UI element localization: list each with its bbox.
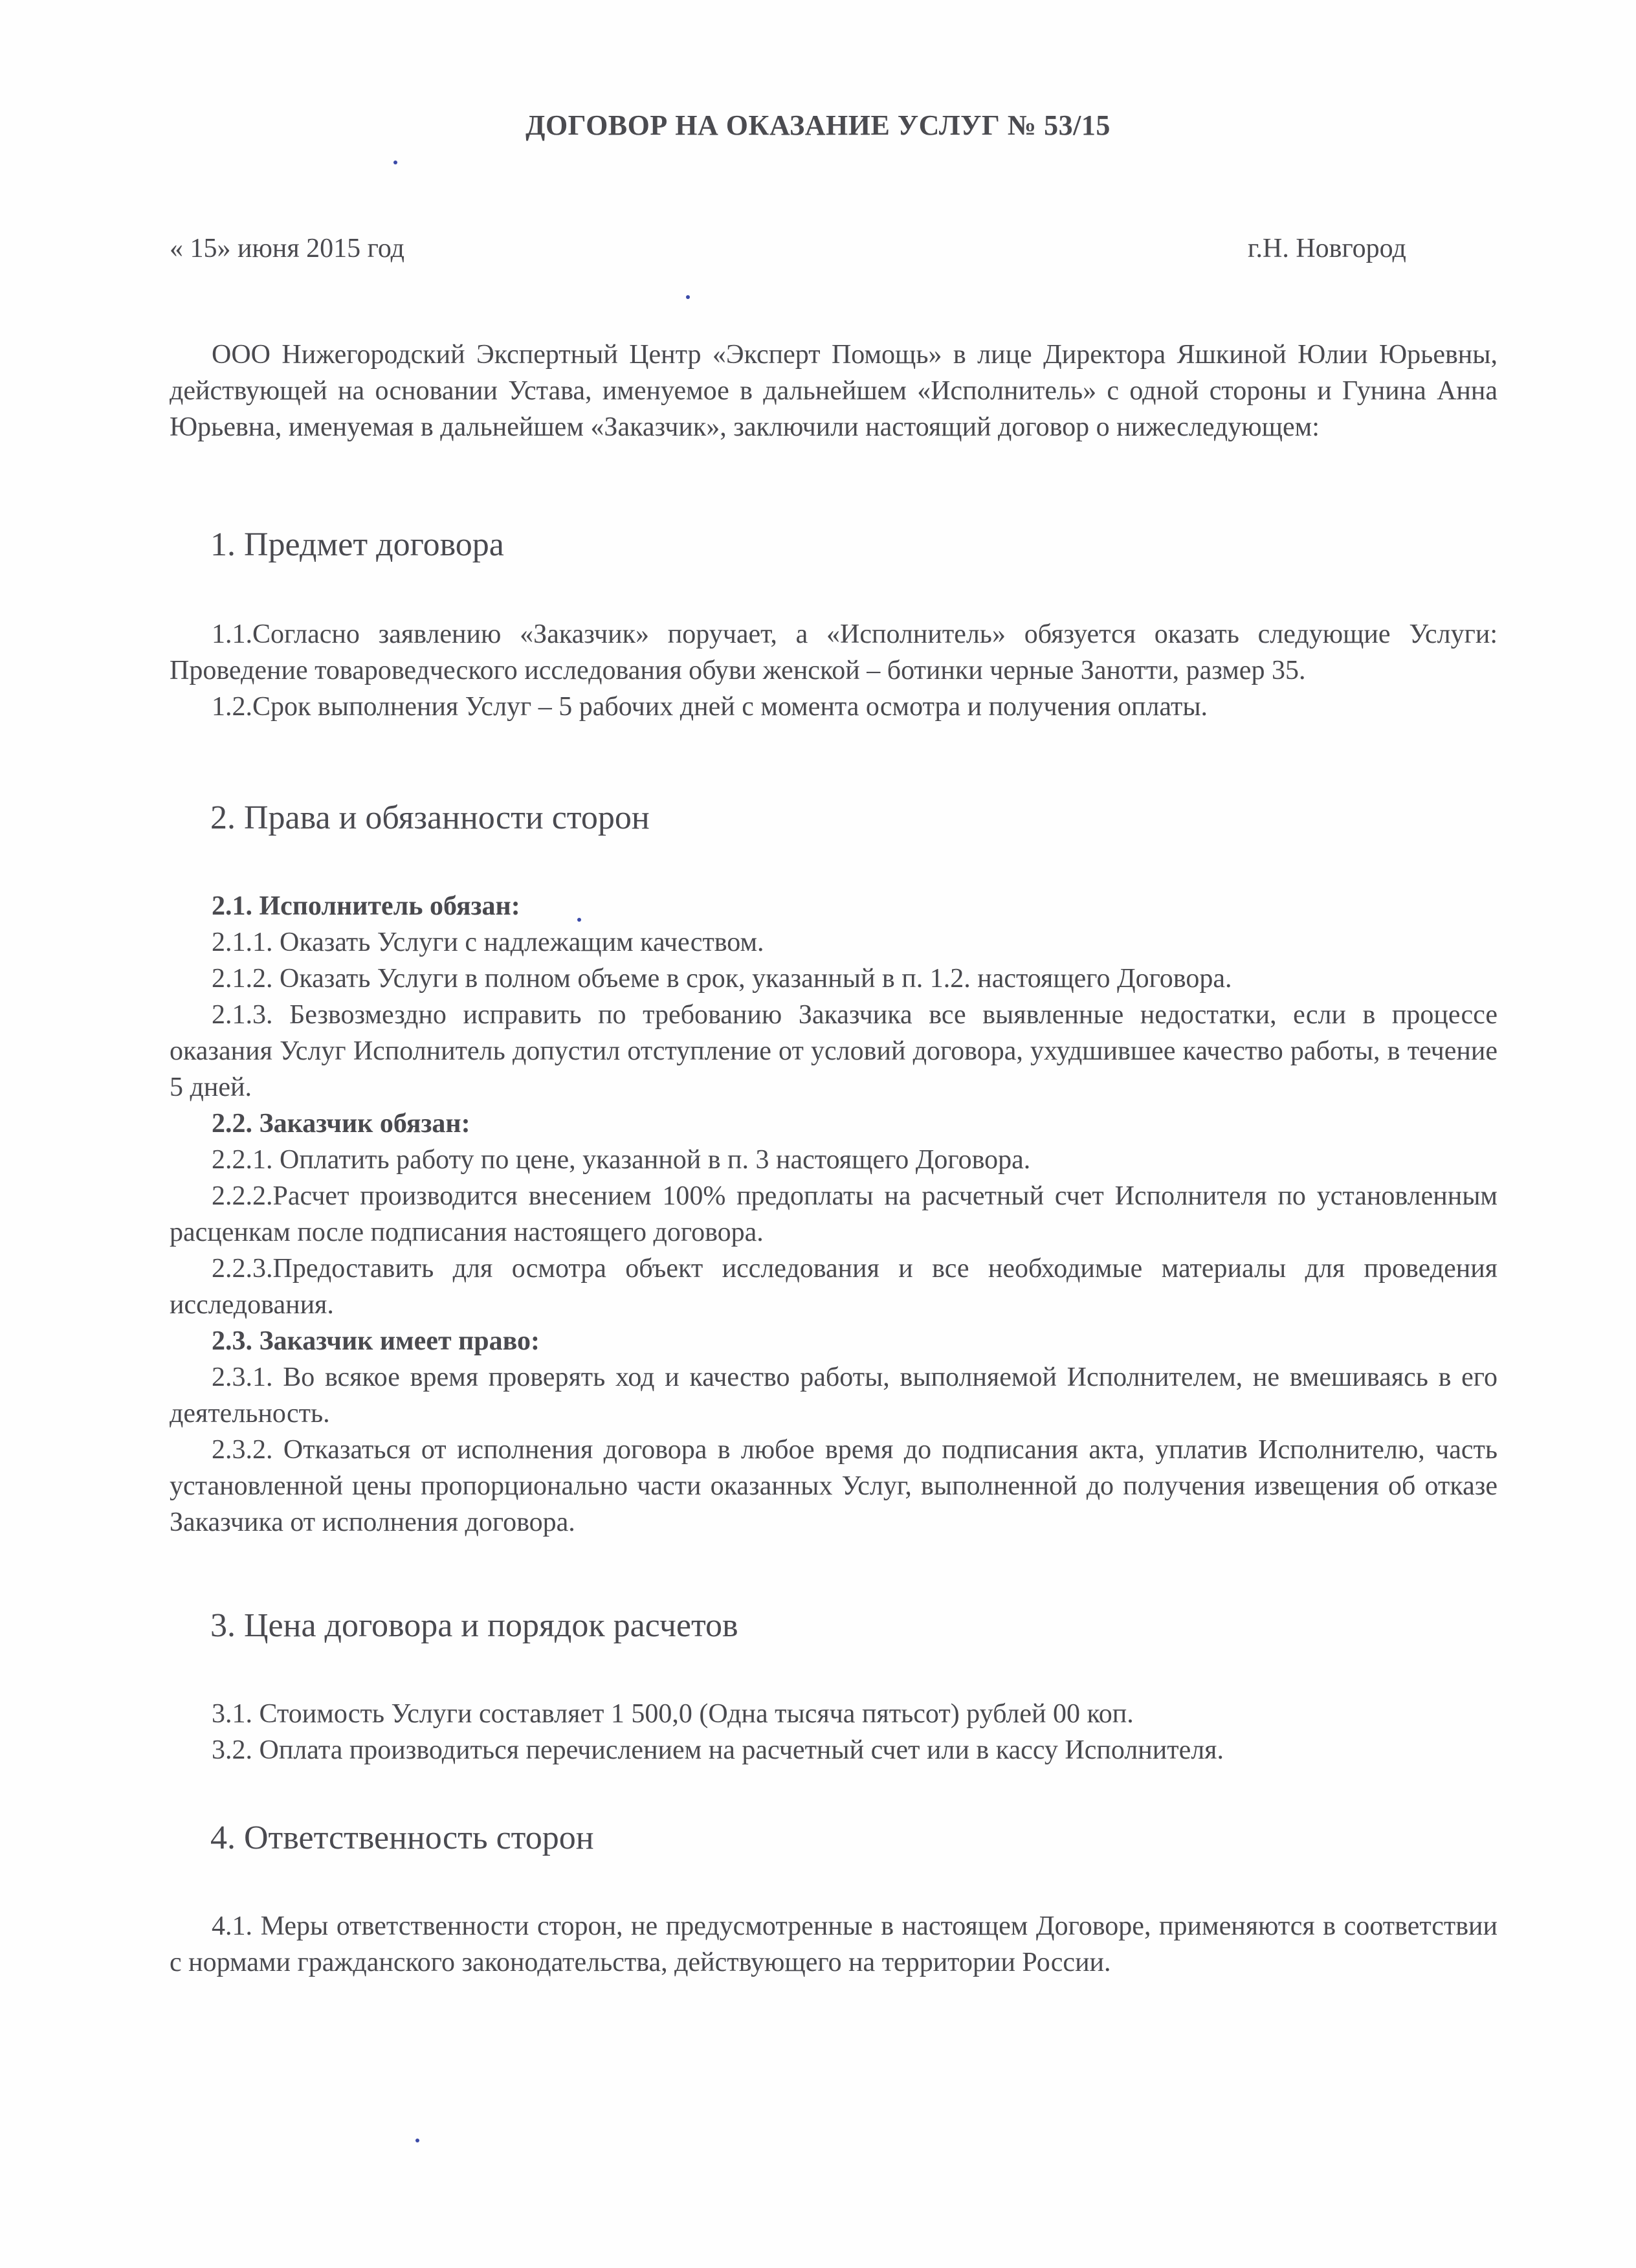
scan-speck [686, 295, 690, 299]
section-heading-2: 2. Права и обязанности сторон [210, 799, 650, 836]
contract-city: г.Н. Новгород [1248, 234, 1406, 263]
clause-1-2: 1.2.Срок выполнения Услуг – 5 рабочих дней с момента осмотра и получения оплаты. [212, 692, 1208, 722]
clause-2-3-1: 2.3.1. Во всякое время проверять ход и качество работы, выполняемой Исполнителем, не вмешиваясь в его деятельность. [170, 1362, 1498, 1429]
clause-2-1-1: 2.1.1. Оказать Услуги с надлежащим качеством. [212, 928, 764, 957]
clause-1-1: 1.1.Согласно заявлению «Заказчик» поручает, а «Исполнитель» обязуется оказать следующие Услуги: Проведение товароведческого исследования обуви женской – ботинки черные Занотти, размер 35. [170, 619, 1498, 685]
section-2-body [170, 888, 1498, 1540]
clause-2-1-3: 2.1.3. Безвозмездно исправить по требованию Заказчика все выявленные недостатки, если в процессе оказания Услуг Исполнитель допустил отступление от условий договора, ухудшившее качество работы, в течение 5 дней. [170, 1000, 1498, 1102]
subsection-2-1-label: 2.1. Исполнитель обязан: [212, 891, 520, 921]
preamble: ООО Нижегородский Экспертный Центр «Эксперт Помощь» в лице Директора Яшкиной Юлии Юрьевны, действующей на основании Устава, именуемое в дальнейшем «Исполнитель» с одной стороны и Гунина Анна Юрьевна, именуемая в дальнейшем «Заказчик», заключили настоящий договор о нижеследующем: [170, 340, 1498, 442]
section-4-body [170, 1908, 1498, 1981]
clause-4-1: 4.1. Меры ответственности сторон, не предусмотренные в настоящем Договоре, применяются в соответствии с нормами гражданского законодательства, действующего на территории России. [170, 1911, 1498, 1977]
subsection-2-3-label: 2.3. Заказчик имеет право: [212, 1326, 540, 1356]
clause-2-2-2: 2.2.2.Расчет производится внесением 100% предоплаты на расчетный счет Исполнителя по установленным расценкам после подписания настоящего договора. [170, 1181, 1498, 1247]
clause-2-2-1: 2.2.1. Оплатить работу по цене, указанной в п. 3 настоящего Договора. [212, 1145, 1031, 1175]
document-title: ДОГОВОР НА ОКАЗАНИЕ УСЛУГ № 53/15 [525, 109, 1111, 141]
clause-3-2: 3.2. Оплата производиться перечислением на расчетный счет или в кассу Исполнителя. [212, 1735, 1224, 1765]
scan-speck [393, 161, 397, 164]
section-heading-4: 4. Ответственность сторон [210, 1819, 594, 1856]
subsection-2-2-label: 2.2. Заказчик обязан: [212, 1109, 470, 1139]
contract-date: « 15» июня 2015 год [170, 234, 404, 263]
scan-speck [577, 918, 581, 922]
clause-3-1: 3.1. Стоимость Услуги составляет 1 500,0 (Одна тысяча пятьсот) рублей 00 коп. [212, 1699, 1134, 1729]
clause-2-3-2: 2.3.2. Отказаться от исполнения договора в любое время до подписания акта, уплатив Исполнителю, часть установленной цены пропорционально части оказанных Услуг, выполненной до получения извещения об отказе Заказчика от исполнения договора. [170, 1435, 1498, 1537]
section-3-body [170, 1696, 1498, 1768]
clause-2-1-2: 2.1.2. Оказать Услуги в полном объеме в срок, указанный в п. 1.2. настоящего Договора. [212, 964, 1232, 994]
section-1-body [170, 616, 1498, 725]
scan-speck [415, 2139, 419, 2142]
section-heading-1: 1. Предмет договора [210, 526, 504, 563]
section-heading-3: 3. Цена договора и порядок расчетов [210, 1607, 738, 1644]
clause-2-2-3: 2.2.3.Предоставить для осмотра объект исследования и все необходимые материалы для проведения исследования. [170, 1254, 1498, 1320]
